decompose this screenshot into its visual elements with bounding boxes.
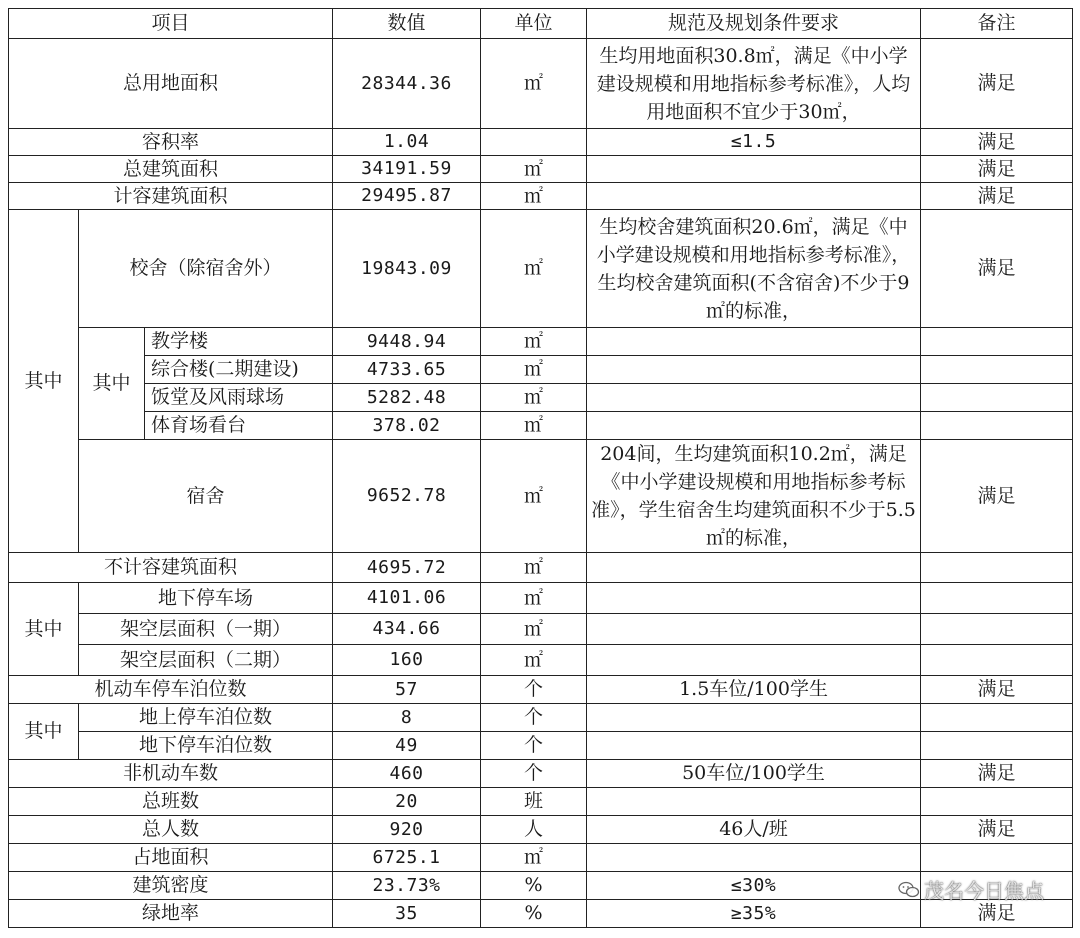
table-row xyxy=(9,704,1073,732)
data-sheet xyxy=(8,8,1072,928)
note-cell: 满足 xyxy=(921,183,1073,210)
header-note: 备注 xyxy=(921,9,1073,39)
unit-cell: ㎡ xyxy=(481,614,587,645)
requirement-cell xyxy=(587,328,921,356)
item-cell: 不计容建筑面积 xyxy=(9,553,333,583)
unit-cell: 个 xyxy=(481,732,587,760)
requirement-cell xyxy=(587,183,921,210)
item-cell: 总班数 xyxy=(9,788,333,816)
unit-cell: ㎡ xyxy=(481,356,587,384)
item-cell: 宿舍 xyxy=(79,440,333,553)
item-cell: 架空层面积（二期） xyxy=(79,645,333,676)
requirement-cell xyxy=(587,732,921,760)
subgroup-label: 其中 xyxy=(79,328,145,440)
item-cell: 占地面积 xyxy=(9,844,333,872)
value-cell: 378.02 xyxy=(333,412,481,440)
requirement-cell xyxy=(587,356,921,384)
item-cell: 机动车停车泊位数 xyxy=(9,676,333,704)
item-cell: 地下停车泊位数 xyxy=(79,732,333,760)
requirement-cell: 生均用地面积30.8㎡，满足《中小学建设规模和用地指标参考标准》，人均用地面积不宜少于30㎡， xyxy=(587,39,921,129)
unit-cell xyxy=(481,129,587,156)
table-row xyxy=(9,412,1073,440)
item-cell: 地上停车泊位数 xyxy=(79,704,333,732)
item-cell: 总建筑面积 xyxy=(9,156,333,183)
requirement-cell: ≤30% xyxy=(587,872,921,900)
table-row xyxy=(9,328,1073,356)
value-cell: 1.04 xyxy=(333,129,481,156)
value-cell: 4101.06 xyxy=(333,583,481,614)
requirement-cell xyxy=(587,384,921,412)
unit-cell: ㎡ xyxy=(481,412,587,440)
unit-cell: ㎡ xyxy=(481,210,587,328)
item-cell: 架空层面积（一期） xyxy=(79,614,333,645)
note-cell xyxy=(921,412,1073,440)
value-cell: 920 xyxy=(333,816,481,844)
note-cell: 满足 xyxy=(921,816,1073,844)
requirement-cell xyxy=(587,553,921,583)
note-cell xyxy=(921,872,1073,900)
item-cell: 总人数 xyxy=(9,816,333,844)
value-cell: 434.66 xyxy=(333,614,481,645)
table-row xyxy=(9,156,1073,183)
value-cell: 23.73% xyxy=(333,872,481,900)
value-cell: 19843.09 xyxy=(333,210,481,328)
unit-cell: 个 xyxy=(481,676,587,704)
note-cell: 满足 xyxy=(921,676,1073,704)
requirement-cell xyxy=(587,645,921,676)
requirement-cell: 生均校舍建筑面积20.6㎡，满足《中小学建设规模和用地指标参考标准》，生均校舍建筑面积(不含宿舍)不少于9㎡的标准， xyxy=(587,210,921,328)
table-row xyxy=(9,872,1073,900)
item-cell: 地下停车场 xyxy=(79,583,333,614)
note-cell xyxy=(921,844,1073,872)
header-value: 数值 xyxy=(333,9,481,39)
table-row xyxy=(9,816,1073,844)
item-cell: 体育场看台 xyxy=(145,412,333,440)
table-row xyxy=(9,440,1073,553)
item-cell: 校舍（除宿舍外） xyxy=(79,210,333,328)
unit-cell: % xyxy=(481,900,587,928)
table-row xyxy=(9,614,1073,645)
note-cell: 满足 xyxy=(921,900,1073,928)
unit-cell: ㎡ xyxy=(481,645,587,676)
note-cell: 满足 xyxy=(921,39,1073,129)
header-item: 项目 xyxy=(9,9,333,39)
item-cell: 综合楼(二期建设) xyxy=(145,356,333,384)
value-cell: 4733.65 xyxy=(333,356,481,384)
note-cell xyxy=(921,384,1073,412)
header-row xyxy=(9,9,1073,39)
group-label: 其中 xyxy=(9,583,79,676)
note-cell xyxy=(921,356,1073,384)
note-cell: 满足 xyxy=(921,440,1073,553)
value-cell: 35 xyxy=(333,900,481,928)
note-cell xyxy=(921,328,1073,356)
header-unit: 单位 xyxy=(481,9,587,39)
table-row xyxy=(9,583,1073,614)
item-cell: 饭堂及风雨球场 xyxy=(145,384,333,412)
item-cell: 建筑密度 xyxy=(9,872,333,900)
table-row xyxy=(9,553,1073,583)
requirement-cell: 46人/班 xyxy=(587,816,921,844)
note-cell xyxy=(921,583,1073,614)
unit-cell: ㎡ xyxy=(481,440,587,553)
table-row xyxy=(9,844,1073,872)
note-cell xyxy=(921,704,1073,732)
watermark-text: 茂名今日焦点 xyxy=(924,879,1044,903)
unit-cell: ㎡ xyxy=(481,384,587,412)
table-row xyxy=(9,732,1073,760)
requirement-cell xyxy=(587,614,921,645)
item-cell: 教学楼 xyxy=(145,328,333,356)
table-row xyxy=(9,676,1073,704)
note-cell xyxy=(921,645,1073,676)
value-cell: 57 xyxy=(333,676,481,704)
requirement-cell xyxy=(587,788,921,816)
value-cell: 460 xyxy=(333,760,481,788)
group-label: 其中 xyxy=(9,210,79,553)
table-row xyxy=(9,900,1073,928)
note-cell: 满足 xyxy=(921,129,1073,156)
table-row xyxy=(9,384,1073,412)
requirement-cell: ≤1.5 xyxy=(587,129,921,156)
unit-cell: % xyxy=(481,872,587,900)
value-cell: 6725.1 xyxy=(333,844,481,872)
unit-cell: ㎡ xyxy=(481,328,587,356)
note-cell xyxy=(921,553,1073,583)
item-cell: 非机动车数 xyxy=(9,760,333,788)
table-row xyxy=(9,760,1073,788)
note-cell xyxy=(921,614,1073,645)
note-cell: 满足 xyxy=(921,760,1073,788)
unit-cell: 个 xyxy=(481,760,587,788)
table-row xyxy=(9,788,1073,816)
value-cell: 34191.59 xyxy=(333,156,481,183)
unit-cell: ㎡ xyxy=(481,553,587,583)
requirement-cell xyxy=(587,412,921,440)
value-cell: 9448.94 xyxy=(333,328,481,356)
value-cell: 5282.48 xyxy=(333,384,481,412)
table-row xyxy=(9,129,1073,156)
requirement-cell: 50车位/100学生 xyxy=(587,760,921,788)
value-cell: 49 xyxy=(333,732,481,760)
value-cell: 9652.78 xyxy=(333,440,481,553)
unit-cell: 班 xyxy=(481,788,587,816)
table-row xyxy=(9,183,1073,210)
value-cell: 28344.36 xyxy=(333,39,481,129)
table-row xyxy=(9,210,1073,328)
requirement-cell: ≥35% xyxy=(587,900,921,928)
value-cell: 8 xyxy=(333,704,481,732)
note-cell: 满足 xyxy=(921,210,1073,328)
value-cell: 20 xyxy=(333,788,481,816)
group-label: 其中 xyxy=(9,704,79,760)
table-row xyxy=(9,356,1073,384)
requirement-cell xyxy=(587,704,921,732)
planning-indicator-table xyxy=(8,8,1073,928)
unit-cell: ㎡ xyxy=(481,39,587,129)
requirement-cell xyxy=(587,156,921,183)
unit-cell: ㎡ xyxy=(481,156,587,183)
item-cell: 绿地率 xyxy=(9,900,333,928)
table-row xyxy=(9,39,1073,129)
item-cell: 容积率 xyxy=(9,129,333,156)
requirement-cell: 1.5车位/100学生 xyxy=(587,676,921,704)
unit-cell: ㎡ xyxy=(481,844,587,872)
item-cell: 总用地面积 xyxy=(9,39,333,129)
requirement-cell: 204间，生均建筑面积10.2㎡，满足《中小学建设规模和用地指标参考标准》，学生宿舍生均建筑面积不少于5.5㎡的标准， xyxy=(587,440,921,553)
unit-cell: ㎡ xyxy=(481,583,587,614)
item-cell: 计容建筑面积 xyxy=(9,183,333,210)
note-cell xyxy=(921,788,1073,816)
unit-cell: 个 xyxy=(481,704,587,732)
header-requirement: 规范及规划条件要求 xyxy=(587,9,921,39)
note-cell: 满足 xyxy=(921,156,1073,183)
value-cell: 160 xyxy=(333,645,481,676)
unit-cell: ㎡ xyxy=(481,183,587,210)
note-cell xyxy=(921,732,1073,760)
requirement-cell xyxy=(587,844,921,872)
value-cell: 4695.72 xyxy=(333,553,481,583)
unit-cell: 人 xyxy=(481,816,587,844)
value-cell: 29495.87 xyxy=(333,183,481,210)
table-row xyxy=(9,645,1073,676)
requirement-cell xyxy=(587,583,921,614)
